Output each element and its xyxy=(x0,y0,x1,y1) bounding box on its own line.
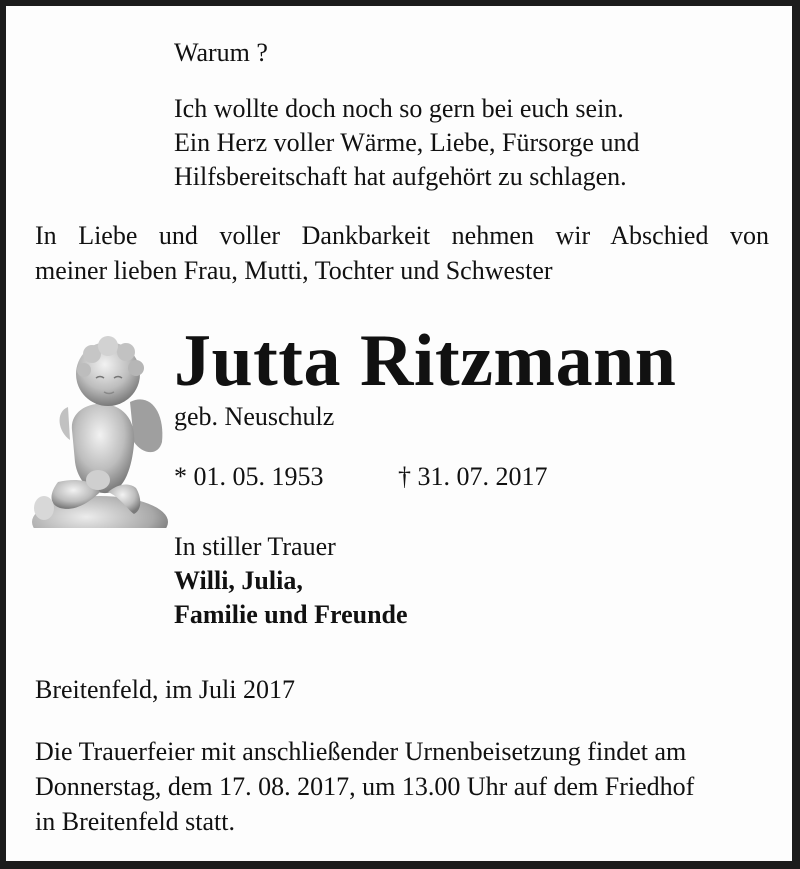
poem-line: Hilfsbereitschaft hat aufgehört zu schlagen. xyxy=(174,162,627,191)
intro-line: meiner lieben Frau, Mutti, Tochter und Schwester xyxy=(35,256,553,285)
poem xyxy=(174,36,639,194)
mourners-heading: In stiller Trauer xyxy=(174,532,336,561)
mourners xyxy=(174,530,408,632)
angel-statue-icon xyxy=(30,332,170,528)
service-line: Donnerstag, dem 17. 08. 2017, um 13.00 Uhr auf dem Friedhof xyxy=(35,772,695,801)
poem-title: Warum ? xyxy=(174,38,268,67)
service-info xyxy=(35,734,694,839)
service-line: Die Trauerfeier mit anschließender Urnenbeisetzung findet am xyxy=(35,737,687,766)
poem-line: Ich wollte doch noch so gern bei euch sein. xyxy=(174,94,624,123)
deceased-name: Jutta Ritzmann xyxy=(174,320,677,402)
place-date: Breitenfeld, im Juli 2017 xyxy=(35,675,295,704)
intro-text xyxy=(35,218,769,288)
poem-line: Ein Herz voller Wärme, Liebe, Fürsorge und xyxy=(174,128,640,157)
service-line: in Breitenfeld statt. xyxy=(35,807,236,836)
intro-line: In Liebe und voller Dankbarkeit nehmen wir Abschied von xyxy=(35,221,769,250)
maiden-name: geb. Neuschulz xyxy=(174,402,335,431)
death-date: † 31. 07. 2017 xyxy=(398,462,548,491)
mourners-names: Willi, Julia, xyxy=(174,566,303,595)
birth-date: * 01. 05. 1953 xyxy=(174,462,324,491)
obituary-card xyxy=(6,6,792,861)
mourners-others: Familie und Freunde xyxy=(174,600,408,629)
